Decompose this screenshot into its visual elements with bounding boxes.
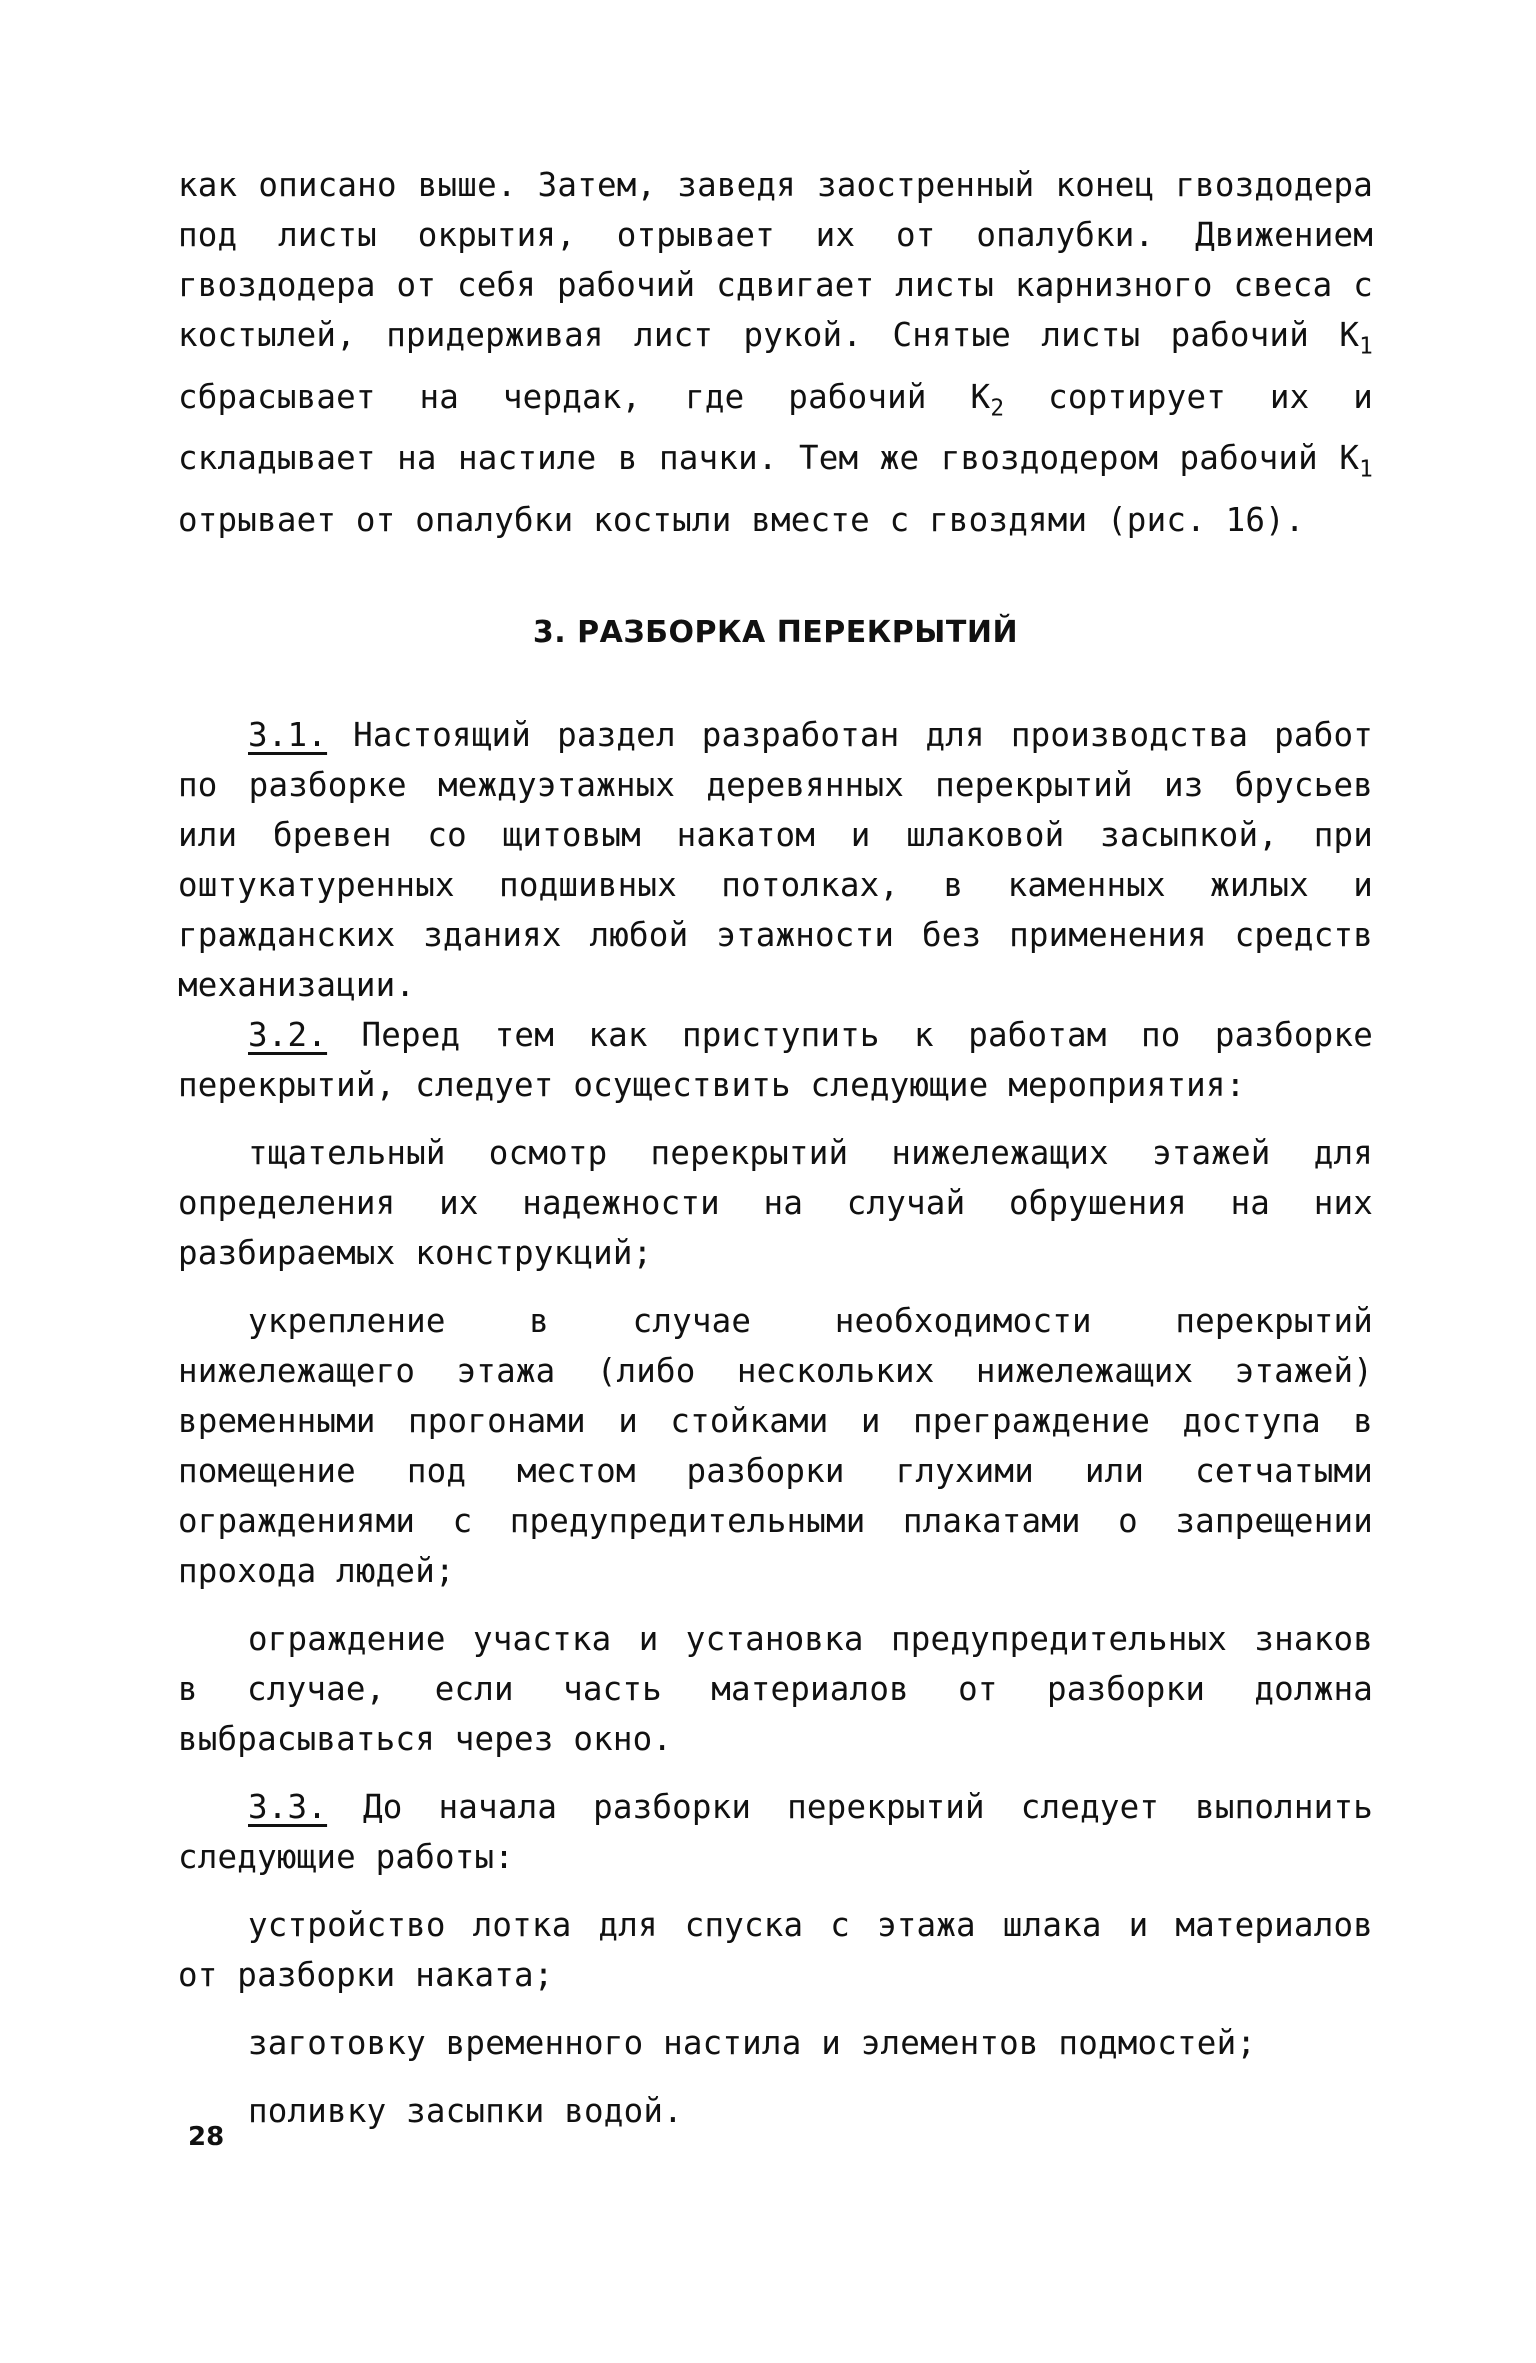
list-item: ограждение участка и установка предупредительных знаков в случае, если часть материалов от разборки должна выбрасываться через окно. bbox=[178, 1619, 1373, 1758]
subscript-k1-second: 1 bbox=[1359, 456, 1373, 483]
list-item: заготовку временного настила и элементов подмостей; bbox=[248, 2023, 1257, 2062]
paragraph-3-1 bbox=[178, 710, 1373, 1010]
page-number: 28 bbox=[188, 2122, 225, 2152]
intro-text-3: сортирует их и складывает на настиле в пачки. Тем же гвоздодером рабочий К bbox=[178, 377, 1373, 477]
paragraph-3-1-text: Настоящий раздел разработан для производства работ по разборке междуэтажных деревянных перекрытий из брусьев или бревен со щитовым накатом и шлаковой засыпкой, при оштукатуренных подшивных потолках, в каменных жилых и гражданских зданиях любой этажности без применения средств механизации. bbox=[178, 715, 1373, 1004]
list-item: поливку засыпки водой. bbox=[248, 2091, 683, 2130]
intro-text-2: сбрасывает на чердак, где рабочий К bbox=[178, 377, 991, 416]
intro-text-4: отрывает от опалубки костыли вместе с гвоздями (рис. 16). bbox=[178, 500, 1305, 539]
paragraph-3-3 bbox=[178, 1782, 1373, 1882]
list-item: тщательный осмотр перекрытий нижележащих этажей для определения их надежности на случай обрушения на них разбираемых конструкций; bbox=[178, 1133, 1373, 1272]
intro-paragraph bbox=[178, 160, 1373, 545]
paragraph-3-1-number: 3.1. bbox=[248, 715, 328, 754]
section-heading: 3. РАЗБОРКА ПЕРЕКРЫТИЙ bbox=[532, 614, 1019, 650]
page-body bbox=[178, 160, 1373, 2136]
paragraph-3-2 bbox=[178, 1010, 1373, 1110]
list-item: укрепление в случае необходимости перекрытий нижележащего этажа (либо нескольких нижележащих этажей) временными прогонами и стойками и преграждение доступа в помещение под местом разборки глухими или сетчатыми ограждениями с предупредительными плакатами о запрещении прохода людей; bbox=[178, 1301, 1373, 1590]
subscript-k2: 2 bbox=[990, 395, 1005, 421]
paragraph-3-3-number: 3.3. bbox=[248, 1787, 328, 1826]
paragraph-3-2-text: Перед тем как приступить к работам по разборке перекрытий, следует осуществить следующие мероприятия: bbox=[178, 1015, 1373, 1104]
subscript-k1: 1 bbox=[1359, 333, 1373, 360]
list-item: устройство лотка для спуска с этажа шлака и материалов от разборки наката; bbox=[178, 1905, 1373, 1994]
paragraph-3-3-text: До начала разборки перекрытий следует выполнить следующие работы: bbox=[178, 1787, 1373, 1876]
intro-text-1: как описано выше. Затем, заведя заостренный конец гвоздодера под листы окрытия, отрывает их от опалубки. Движением гвоздодера от себя рабочий сдвигает листы карнизного свеса с костылей, придерживая лист рукой. Снятые листы рабочий К bbox=[178, 166, 1373, 354]
paragraph-3-2-number: 3.2. bbox=[248, 1015, 328, 1054]
